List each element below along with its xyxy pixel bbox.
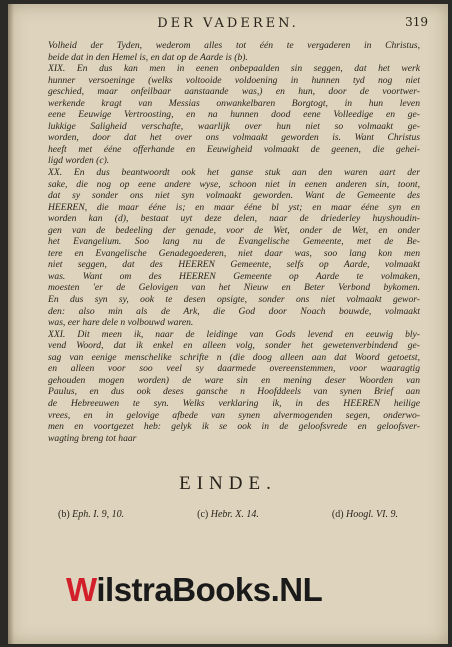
text-line: de Hebreeuwen te syn. Welks verklaring ik, in des HEEREN heilige <box>48 397 420 409</box>
watermark-logo <box>66 570 322 610</box>
text-line: tere en Evangelische Genadegoederen, niet daar was, soo lang kon men <box>48 247 420 259</box>
text-line: dat sy sonder ons niet syn volmaakt geworden. Want de Gemeente des <box>48 190 420 202</box>
text-line: lukkige Saligheid verschafte, waarlijk over hun niet so volmaakt ge- <box>48 120 420 132</box>
text-line: XX. En dus beantwoordt ook het ganse stuk aan den waren aart der <box>48 167 420 179</box>
text-line: beide dat in den Hemel is, en dat op de Aarde is (b). <box>48 51 248 63</box>
text-line: En dus syn sy, ook te desen opsigte, sonder ons niet volmaakt gewor- <box>48 294 420 306</box>
text-line: was, eer hare dele n volbouwd waren. <box>48 317 194 329</box>
watermark-first-letter: W <box>66 571 97 608</box>
text-line: gehouden mogen worden) de ware sin en mening deser Woorden van <box>48 374 420 386</box>
text-line: eene Eeuwige Vertroosting, en na hunnen dood eene Volleedige en ge- <box>48 109 420 121</box>
footnote-c <box>197 509 259 520</box>
text-line: gen van de bedeeling der genade, voor de Wet, onder de Wet, en onder <box>48 224 420 236</box>
text-line: sag van eenige menschelike schrifte n (die doog alleen aan dat Woord getoetst, <box>48 351 420 363</box>
text-line: worden kan (d), bestaat uyt deze delen, naar de driederley huyshoudin- <box>48 213 420 225</box>
running-title: DER VADEREN. <box>157 16 299 31</box>
running-head <box>8 16 448 36</box>
end-word: EINDE. <box>179 473 277 494</box>
text-line: het Evangelium. Soo lang nu de Evangelische Gemeente, met de Be- <box>48 236 420 248</box>
footnote-ref: (c) <box>197 509 209 520</box>
text-line: wagting breng tot haar <box>48 432 137 444</box>
text-line: geschied, maar onfeilbaar aanstaande was,) en hun, door de voortwer- <box>48 86 420 98</box>
watermark-rest: ilstraBooks.NL <box>96 571 323 608</box>
footnote-d <box>332 509 398 520</box>
text-line: XXI. Dit meen ik, naar de leidinge van Gods levend en eeuwig bly- <box>48 328 420 340</box>
text-line: worden, door dat het over ons volmaakt geworden is. Want Christus <box>48 132 420 144</box>
footnote-text: Eph. I. 9, 10. <box>72 509 125 520</box>
text-line: men en voortgezet heb: gelyk ik se ook in de geloofsvrede en geloofsver- <box>48 421 420 433</box>
text-line: was. Want om des HEEREN Gemeente op Aarde te volmaken, <box>48 270 420 282</box>
text-line: en alleen voor soo veel sy daarmede overeenstemmen, voor waaragtig <box>48 363 420 375</box>
text-line: niet seggen, dat des HEEREN Gemeente, selfs op Aarde, volmaakt <box>48 259 420 271</box>
footnotes <box>58 509 398 520</box>
footnote-ref: (b) <box>58 509 70 520</box>
text-line: XIX. En dus kan men in eenen onbepaalden sin seggen, dat het werk <box>48 63 420 75</box>
text-line: werkende kragt van Messias onwankelbaren Borgtogt, in hun leven <box>48 97 420 109</box>
text-line: ligd worden (c). <box>48 155 110 167</box>
text-line: Volheid der Tyden, wederom alles tot één te vergaderen in Christus, <box>48 40 420 51</box>
text-line: vrees, en in gelovige afbede van synen alvermogenden segen, onderwo- <box>48 409 420 421</box>
footnote-ref: (d) <box>331 509 344 520</box>
book-page <box>8 4 448 644</box>
footnote-text: Hebr. X. 14. <box>210 509 259 520</box>
text-line: hunner versoeninge (welks voltooide voldoening in hunnen tyd nog niet <box>48 74 420 86</box>
text-line: den: also min als de Ark, die God door Noach bouwde, volmaakt <box>48 305 420 317</box>
page-number: 319 <box>405 15 428 29</box>
text-line: Paulus, en dus ook deses gansche n Hoofddeels van synen Brief aan <box>48 386 420 398</box>
text-line: vend Woord, dat ik enkel en alleen volg, sonder het gewetenverbindend ge- <box>48 340 420 352</box>
body-text <box>48 40 420 444</box>
footnote-text: Hoogl. VI. 9. <box>346 509 398 520</box>
text-line: HEEREN, die maar ééne is; en maar ééne bl yst; en maar ééne syn en <box>48 201 420 213</box>
text-line: sake, die nog op eene andere wyse, schoon niet in eenen anderen sin, toont, <box>48 178 420 190</box>
text-line: heeft met ééne offerhande en Eeuwigheid volmaakt de geenen, die gehei- <box>48 143 420 155</box>
footnote-b <box>58 509 124 520</box>
text-line: moesten 'er de Gelovigen van het Nieuw en Beter Verbond bykomen. <box>48 282 420 294</box>
